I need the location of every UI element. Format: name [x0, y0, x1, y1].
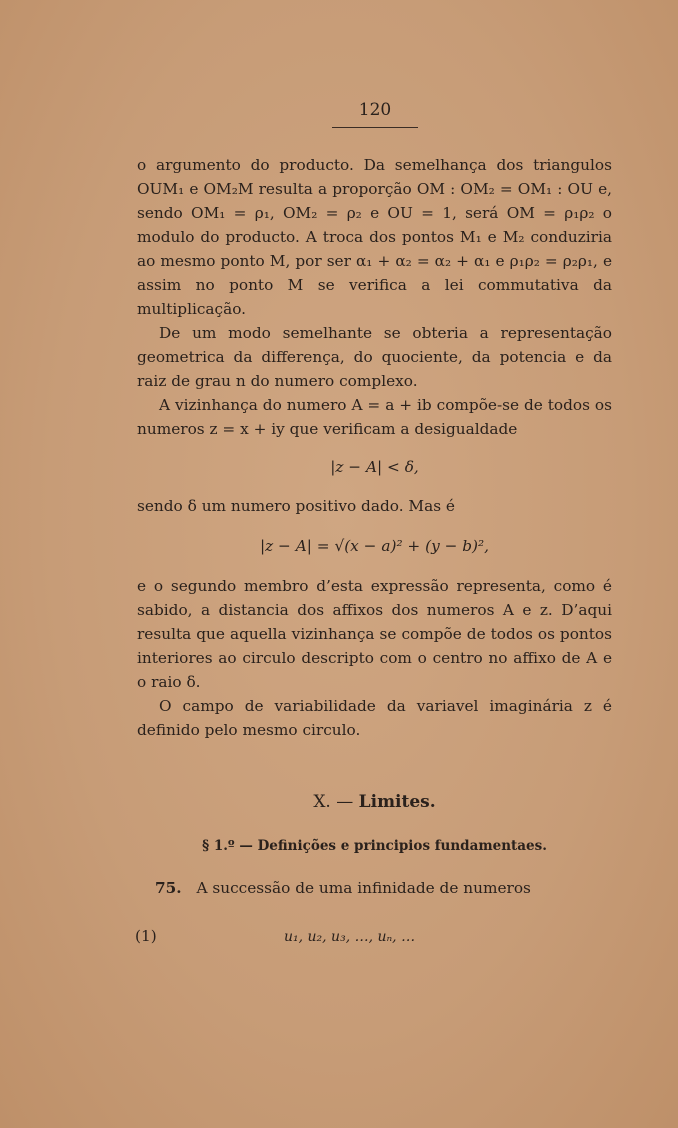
item-number: 75. — [155, 879, 182, 897]
equation-label: (1) — [135, 927, 157, 945]
paragraph-3: A vizinhança do numero A = a + ib compõe-se de todos os numeros z = x + iy que verificam a desigualdade — [137, 396, 612, 438]
subsection-heading: § 1.º — Definições e principios fundamentaes. — [202, 838, 547, 854]
section-number: X. — — [313, 792, 354, 812]
page-number: 120 — [358, 100, 392, 120]
paragraph-1: o argumento do producto. Da semelhança dos triangulos OUM₁ e OM₂M resulta a proporção OM : OM₂ = OM₁ : OU e, sendo OM₁ = ρ₁, OM₂ = ρ₂ e OU = 1, será OM = ρ₁ρ₂ o modulo do producto. A troca dos pontos M₁ e M₂ conduziria ao mesmo ponto M, por ser α₁ + α₂ = α₂ + α₁ e ρ₁ρ₂ = ρ₂ρ₁, e assim no ponto M se verifica a lei commutativa da multiplicação. — [137, 156, 612, 318]
paragraph-6: O campo de variabilidade da variavel imaginária z é definido pelo mesmo circulo. — [137, 697, 612, 739]
equation-modulus: |z − A| = √(x − a)² + (y − b)², — [259, 537, 490, 555]
section-title: Limites. — [358, 792, 436, 812]
paragraph-2: De um modo semelhante se obteria a representação geometrica da differença, do quociente, da potencia e da raiz de grau n do numero complexo. — [137, 324, 612, 390]
section-heading — [137, 792, 612, 812]
equation-inequality: |z − A| < δ, — [330, 458, 419, 476]
sequence-expression: u₁, u₂, u₃, …, uₙ, … — [284, 929, 416, 945]
paragraph-4: sendo δ um numero positivo dado. Mas é — [137, 497, 455, 515]
header-rule — [332, 127, 418, 128]
paragraph-5: e o segundo membro d’esta expressão representa, como é sabido, a distancia dos affixos dos numeros A e z. D’aqui resulta que aquella vizinhança se compõe de todos os pontos interiores ao circulo descripto com o centro no affixo de A e o raio δ. — [137, 577, 612, 691]
numbered-item — [155, 879, 531, 897]
item-text: A successão de uma infinidade de numeros — [196, 879, 531, 897]
body-text — [137, 153, 612, 742]
